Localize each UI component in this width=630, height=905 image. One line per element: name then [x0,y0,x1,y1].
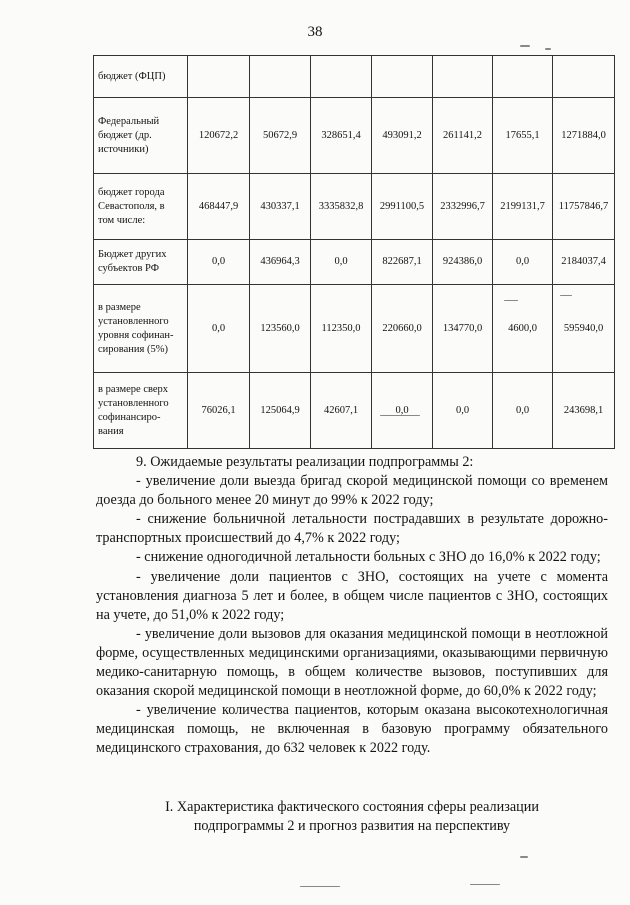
budget-cell: 243698,1 [553,373,615,449]
budget-cell: 123560,0 [250,285,311,373]
budget-cell: 120672,2 [188,98,250,174]
budget-cell: 430337,1 [250,174,311,240]
budget-cell: 76026,1 [188,373,250,449]
results-heading: 9. Ожидаемые результаты реализации подпрограммы 2: [136,454,474,470]
budget-cell: 0,0 [433,373,493,449]
budget-cell: 436964,3 [250,240,311,285]
budget-cell: 2991100,5 [372,174,433,240]
budget-cell: 134770,0 [433,285,493,373]
budget-cell: 822687,1 [372,240,433,285]
budget-cell: 0,0 [188,240,250,285]
budget-cell: 0,0 [188,285,250,373]
result-item: - увеличение количества пациентов, которым оказана высокотехнологичная медицинская помощь, не включенная в базовую программу обязательного медицинского страхования, до 632 человек к 2022 году. [96,702,608,757]
budget-cell: 0,0 [311,240,372,285]
budget-cell: 125064,9 [250,373,311,449]
budget-cell: 0,0 [493,240,553,285]
budget-cell: 4600,0 [493,285,553,373]
budget-row [94,373,615,449]
row-label: в размере сверх установленного софинансиро-вания [94,373,188,449]
scan-speck [545,48,551,50]
budget-cell: 3335832,8 [311,174,372,240]
scan-speck [520,856,528,858]
budget-cell: 50672,9 [250,98,311,174]
section-title [96,798,608,836]
budget-row [94,240,615,285]
scan-speck [300,886,340,887]
budget-row [94,174,615,240]
budget-row [94,285,615,373]
scan-speck [380,415,420,416]
budget-cell: 2199131,7 [493,174,553,240]
scan-speck [470,884,500,885]
budget-cell: 493091,2 [372,98,433,174]
scan-speck [560,295,572,296]
budget-cell: 220660,0 [372,285,433,373]
budget-cell: 261141,2 [433,98,493,174]
budget-cell: 0,0 [493,373,553,449]
row-label: бюджет (ФЦП) [94,56,188,98]
section-title-line-1: I. Характеристика фактического состояния сферы реализации [165,799,539,815]
budget-table [93,55,615,449]
budget-cell: 924386,0 [433,240,493,285]
budget-cell [311,56,372,98]
scan-speck [520,45,530,47]
row-label: бюджет города Севастополя, в том числе: [94,174,188,240]
budget-cell [493,56,553,98]
budget-cell: 42607,1 [311,373,372,449]
budget-cell: 0,0 [372,373,433,449]
result-item: - снижение одногодичной летальности больных с ЗНО до 16,0% к 2022 году; [136,549,601,566]
budget-cell: 17655,1 [493,98,553,174]
result-item: - снижение больничной летальности пострадавших в результате дорожно-транспортных происшествий до 4,7% к 2022 году; [96,511,608,547]
budget-cell: 112350,0 [311,285,372,373]
row-label: Федеральный бюджет (др. источники) [94,98,188,174]
budget-cell: 2184037,4 [553,240,615,285]
budget-row [94,98,615,174]
result-item: - увеличение доли выезда бригад скорой медицинской помощи со временем доезда до больного менее 20 минут до 99% к 2022 году; [96,473,608,509]
budget-cell: 11757846,7 [553,174,615,240]
row-label: Бюджет других субъектов РФ [94,240,188,285]
budget-cell [433,56,493,98]
budget-cell: 468447,9 [188,174,250,240]
budget-cell: 595940,0 [553,285,615,373]
budget-cell [250,56,311,98]
budget-row [94,56,615,98]
scan-speck [504,300,518,301]
budget-cell [553,56,615,98]
result-item: - увеличение доли вызовов для оказания медицинской помощи в неотложной форме, осуществленных медицинскими организациями, оказывающими первичную медико-санитарную помощь, в общем количестве вызовов, поступивших для оказания скорой медицинской помощи в неотложной форме, до 60,0% к 2022 году; [96,625,608,700]
row-label: в размере установленного уровня софинан-сирования (5%) [94,285,188,373]
page-number: 38 [307,24,323,40]
budget-cell [188,56,250,98]
section-title-line-2: подпрограммы 2 и прогноз развития на перспективу [193,818,511,834]
budget-cell: 328651,4 [311,98,372,174]
result-item: - увеличение доли пациентов с ЗНО, состоящих на учете с момента установления диагноза 5 лет и более, в общем числе пациентов с ЗНО, состоящих на учете, до 51,0% к 2022 году; [96,568,608,623]
budget-cell: 1271884,0 [553,98,615,174]
budget-cell [372,56,433,98]
budget-cell: 2332996,7 [433,174,493,240]
expected-results [96,453,608,759]
